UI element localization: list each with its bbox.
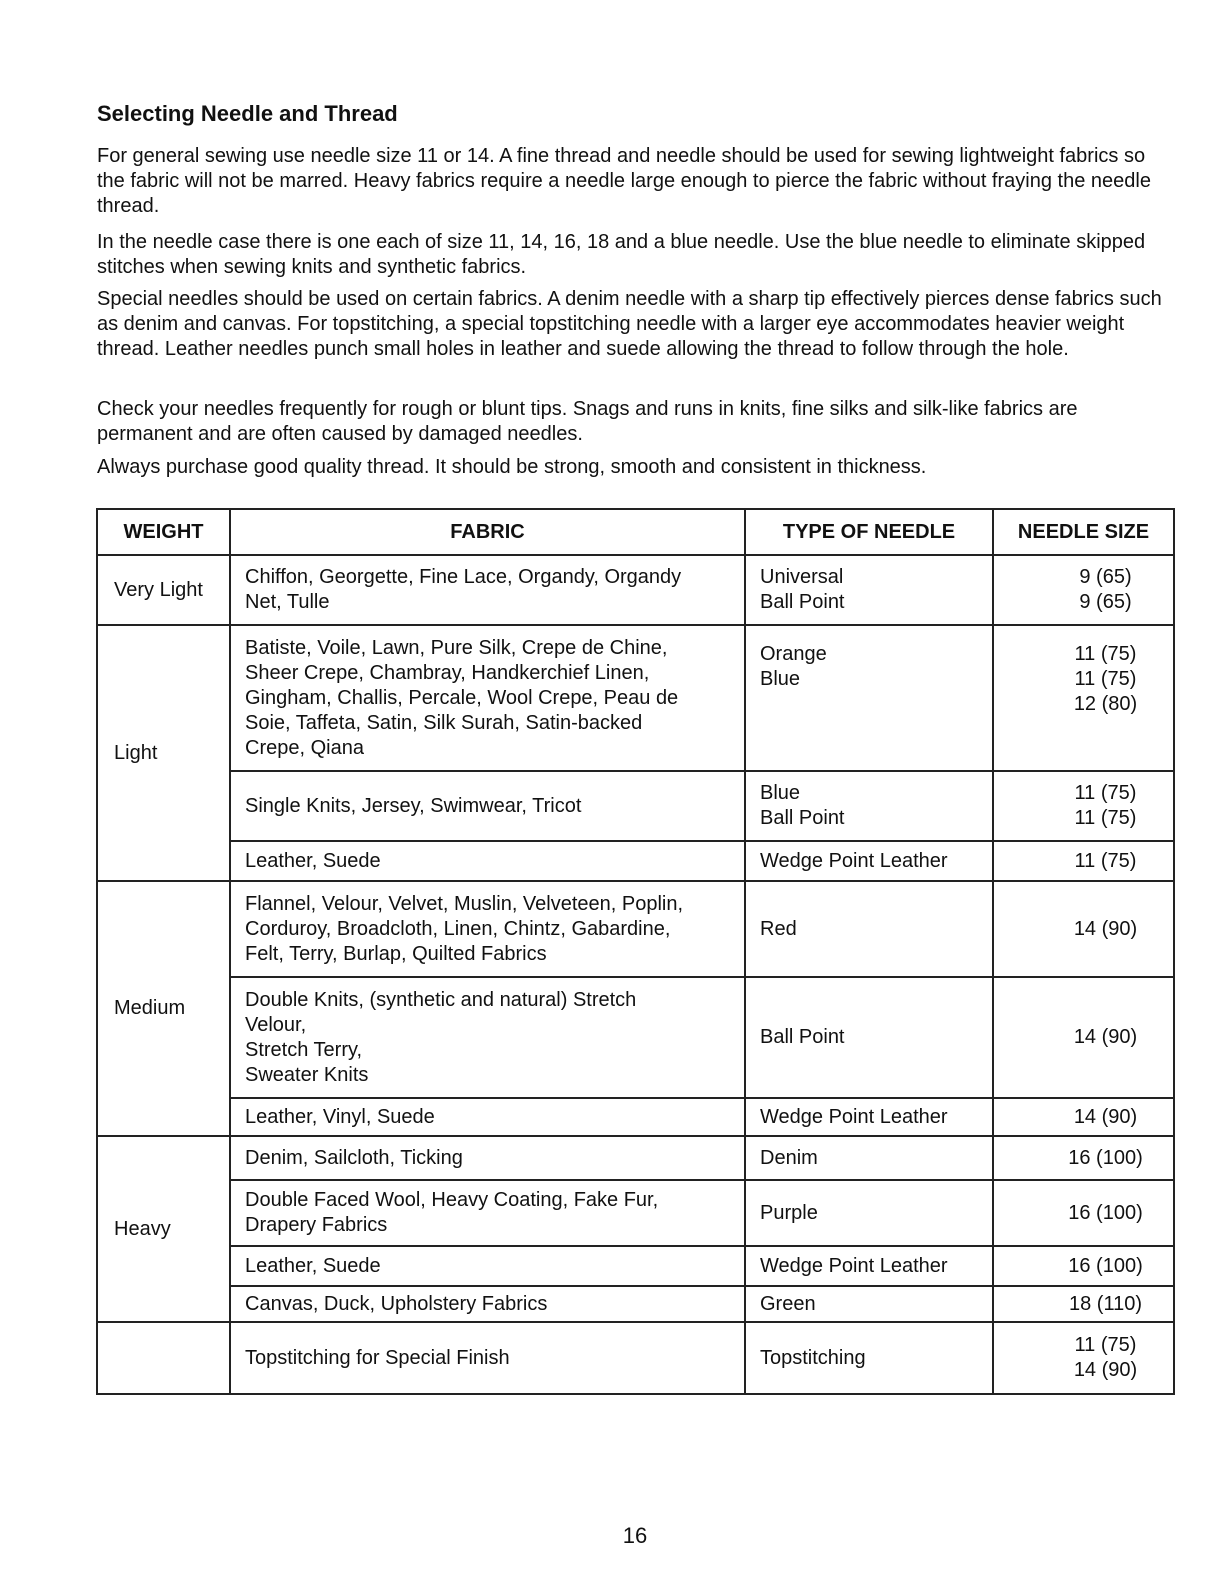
needle-type-cell	[745, 1136, 993, 1180]
fabric-line: Crepe, Qiana	[245, 736, 364, 759]
needle-size-cell	[993, 841, 1174, 881]
fabric-line: Gingham, Challis, Percale, Wool Crepe, Peau de	[245, 686, 679, 709]
needle-line: Ball Point	[760, 591, 845, 613]
weight-heavy: Heavy	[97, 1136, 230, 1322]
fabric-line: Canvas, Duck, Upholstery Fabrics	[245, 1292, 548, 1315]
needle-line: Denim	[760, 1146, 818, 1169]
size-line: 9 (65)	[1079, 591, 1132, 613]
fabric-cell	[230, 1136, 745, 1180]
page-number: 16	[622, 1523, 648, 1548]
fabric-cell	[230, 771, 745, 841]
weight-empty-cell	[97, 1322, 230, 1394]
needle-type-cell	[745, 555, 993, 625]
size-line: 16 (100)	[1068, 1254, 1143, 1277]
fabric-line: Double Faced Wool, Heavy Coating, Fake Fur,	[245, 1189, 659, 1211]
header-type-of-needle: TYPE OF NEEDLE	[745, 509, 993, 555]
needle-size-cell	[993, 1322, 1174, 1394]
needle-line: Wedge Point Leather	[760, 1254, 948, 1277]
needle-line: Universal	[760, 566, 844, 588]
table-header-row	[97, 509, 1174, 555]
header-needle-size: NEEDLE SIZE	[993, 509, 1174, 555]
size-line: 12 (80)	[1073, 693, 1138, 715]
size-line: 14 (90)	[1073, 1105, 1138, 1128]
section-heading: Selecting Needle and Thread	[97, 101, 398, 126]
fabric-cell	[230, 555, 745, 625]
fabric-cell	[230, 1246, 745, 1286]
fabric-line: Denim, Sailcloth, Ticking	[245, 1146, 463, 1169]
size-line: 11 (75)	[1074, 849, 1137, 872]
needle-type-cell	[745, 841, 993, 881]
fabric-cell	[230, 1098, 745, 1136]
size-line: 14 (90)	[1073, 1359, 1138, 1381]
fabric-line: Sheer Crepe, Chambray, Handkerchief Linen,	[245, 661, 650, 684]
needle-line: Red	[760, 917, 797, 940]
needle-size-cell	[993, 1286, 1174, 1322]
fabric-cell	[230, 1322, 745, 1394]
fabric-line: Corduroy, Broadcloth, Linen, Chintz, Gabardine,	[245, 917, 671, 940]
size-line: 16 (100)	[1068, 1146, 1143, 1169]
table-row	[97, 841, 1174, 881]
size-line: 11 (75)	[1074, 668, 1137, 690]
paragraph-general-sewing: For general sewing use needle size 11 or 14. A fine thread and needle should be used for sewing lightweight fabrics so the fabric will not be marred. Heavy fabrics require a needle large enough to pierce the fabric without fraying the needle thread.	[97, 145, 1151, 217]
paragraph-check-needles: Check your needles frequently for rough or blunt tips. Snags and runs in knits, fine silks and silk-like fabrics are permanent and are often caused by damaged needles.	[97, 398, 1078, 445]
size-line: 11 (75)	[1074, 643, 1137, 665]
table-row	[97, 1136, 1174, 1180]
needle-line: Orange	[760, 643, 827, 665]
table-row	[97, 625, 1174, 771]
weight-very-light: Very Light	[97, 555, 230, 625]
needle-line: Ball Point	[760, 807, 845, 829]
fabric-line: Stretch Terry,	[245, 1038, 363, 1061]
fabric-cell	[230, 625, 745, 771]
fabric-line: Leather, Vinyl, Suede	[245, 1105, 435, 1128]
table-row	[97, 881, 1174, 977]
fabric-line: Leather, Suede	[245, 849, 381, 872]
size-line: 9 (65)	[1079, 566, 1132, 588]
size-line: 16 (100)	[1068, 1201, 1143, 1224]
table-row	[97, 1180, 1174, 1246]
table-row	[97, 977, 1174, 1098]
fabric-line: Leather, Suede	[245, 1254, 381, 1277]
table-row	[97, 1098, 1174, 1136]
fabric-cell	[230, 881, 745, 977]
needle-type-cell	[745, 1286, 993, 1322]
weight-light: Light	[97, 625, 230, 881]
table-row	[97, 1322, 1174, 1394]
paragraph-needle-case: In the needle case there is one each of size 11, 14, 16, 18 and a blue needle. Use the blue needle to eliminate skipped stitches when sewing knits and synthetic fabrics.	[97, 231, 1146, 278]
table-row	[97, 1286, 1174, 1322]
fabric-line: Soie, Taffeta, Satin, Silk Surah, Satin-backed	[245, 711, 643, 734]
fabric-line: Velour,	[245, 1013, 307, 1036]
needle-size-cell	[993, 1180, 1174, 1246]
needle-type-cell	[745, 1098, 993, 1136]
needle-size-cell	[993, 1098, 1174, 1136]
needle-type-cell	[745, 1246, 993, 1286]
needle-line: Wedge Point Leather	[760, 849, 948, 872]
fabric-line: Chiffon, Georgette, Fine Lace, Organdy, Organdy	[245, 566, 682, 588]
header-fabric: FABRIC	[230, 509, 745, 555]
size-line: 18 (110)	[1068, 1292, 1142, 1315]
fabric-line: Single Knits, Jersey, Swimwear, Tricot	[245, 794, 582, 817]
fabric-line: Topstitching for Special Finish	[245, 1346, 510, 1369]
needle-type-cell	[745, 881, 993, 977]
needle-size-cell	[993, 555, 1174, 625]
needle-line: Ball Point	[760, 1026, 845, 1048]
needle-size-cell	[993, 771, 1174, 841]
fabric-line: Felt, Terry, Burlap, Quilted Fabrics	[245, 942, 547, 965]
needle-type-cell	[745, 1322, 993, 1394]
fabric-line: Sweater Knits	[245, 1063, 369, 1086]
needle-thread-table	[96, 508, 1175, 1395]
fabric-cell	[230, 1286, 745, 1322]
needle-line: Blue	[760, 782, 801, 804]
size-line: 11 (75)	[1074, 782, 1137, 804]
fabric-line: Flannel, Velour, Velvet, Muslin, Velveteen, Poplin,	[245, 892, 684, 915]
fabric-line: Double Knits, (synthetic and natural) Stretch	[245, 988, 637, 1011]
needle-size-cell	[993, 625, 1174, 771]
needle-type-cell	[745, 625, 993, 771]
needle-size-cell	[993, 881, 1174, 977]
paragraph-thread-quality: Always purchase good quality thread. It should be strong, smooth and consistent in thickness.	[97, 456, 927, 478]
needle-size-cell	[993, 977, 1174, 1098]
fabric-line: Drapery Fabrics	[245, 1214, 388, 1236]
weight-medium: Medium	[97, 881, 230, 1136]
needle-line: Topstitching	[760, 1346, 866, 1369]
needle-type-cell	[745, 977, 993, 1098]
paragraph-special-needles: Special needles should be used on certain fabrics. A denim needle with a sharp tip effectively pierces dense fabrics such as denim and canvas. For topstitching, a special topstitching needle with a larger eye accommodates heavier weight thread. Leather needles punch small holes in leather and suede allowing the thread to follow through the hole.	[97, 288, 1162, 360]
fabric-cell	[230, 841, 745, 881]
fabric-line: Net, Tulle	[245, 591, 330, 613]
size-line: 11 (75)	[1074, 807, 1137, 829]
fabric-cell	[230, 1180, 745, 1246]
size-line: 14 (90)	[1073, 1026, 1138, 1048]
needle-type-cell	[745, 771, 993, 841]
needle-line: Green	[760, 1292, 816, 1315]
needle-type-cell	[745, 1180, 993, 1246]
needle-line: Blue	[760, 668, 801, 690]
size-line: 11 (75)	[1074, 1334, 1137, 1356]
table-row	[97, 771, 1174, 841]
fabric-line: Batiste, Voile, Lawn, Pure Silk, Crepe de Chine,	[245, 636, 668, 659]
needle-size-cell	[993, 1246, 1174, 1286]
table-row	[97, 1246, 1174, 1286]
fabric-cell	[230, 977, 745, 1098]
needle-size-cell	[993, 1136, 1174, 1180]
table-row	[97, 555, 1174, 625]
header-weight: WEIGHT	[97, 509, 230, 555]
size-line: 14 (90)	[1073, 917, 1138, 940]
needle-line: Wedge Point Leather	[760, 1105, 948, 1128]
needle-line: Purple	[760, 1201, 818, 1224]
